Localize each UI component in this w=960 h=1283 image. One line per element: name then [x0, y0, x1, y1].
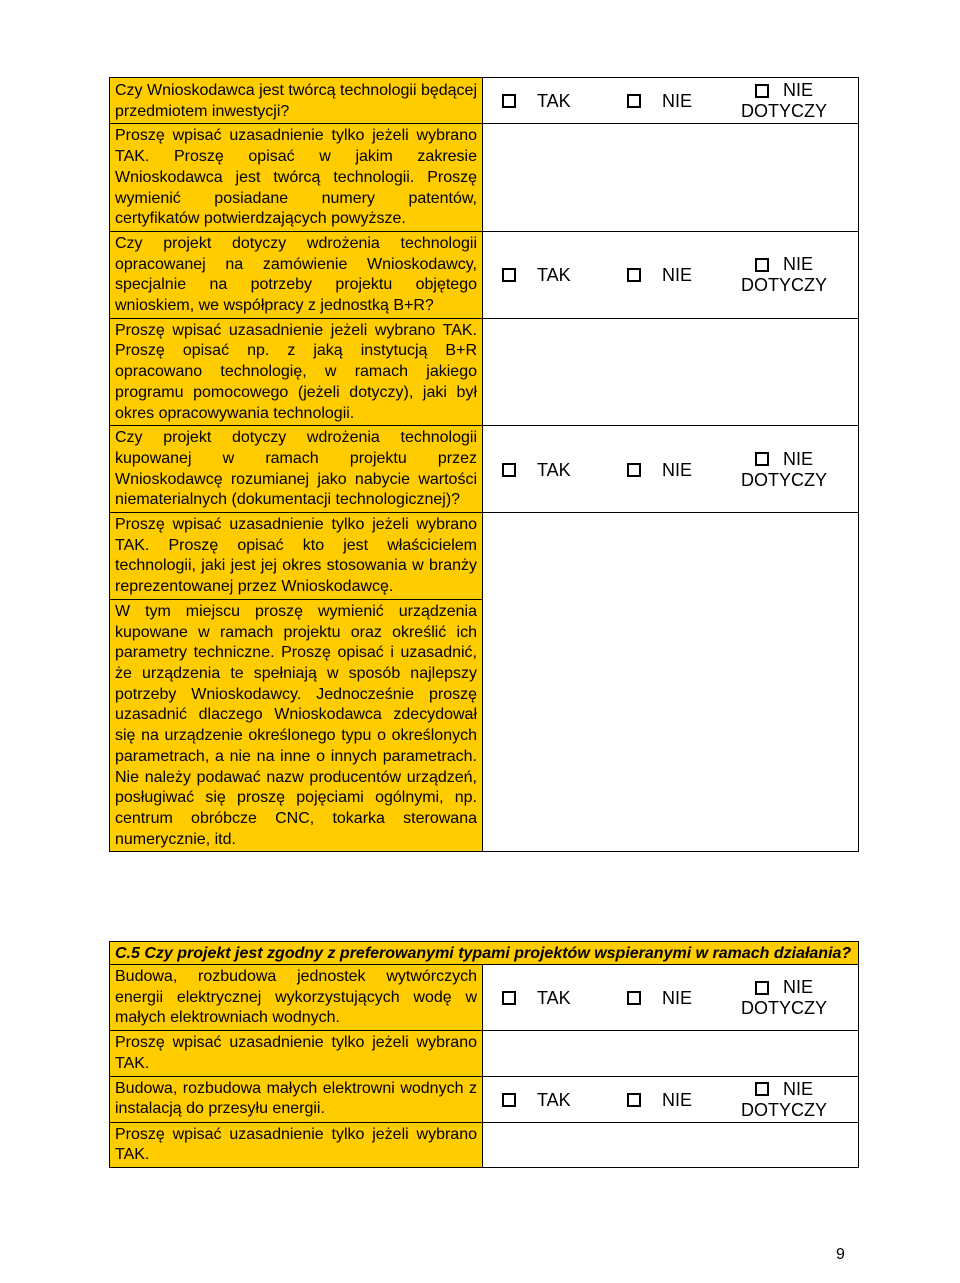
answer-options-cell — [483, 965, 859, 1031]
question-text: Budowa, rozbudowa jednostek wytwórczych energii elektrycznej wykorzystujących wodę w małych elektrowniach wodnych. — [115, 968, 477, 1027]
question-cell — [110, 78, 483, 124]
option-tak[interactable]: TAK — [502, 460, 571, 480]
instruction-text: Proszę wpisać uzasadnienie jeżeli wybrano TAK. Proszę opisać np. z jaką instytucją B+R opracowano technologię, w ramach jakiego programu pomocowego (jeżeli dotyczy), jaki był okres opracowywania technologii. — [115, 321, 477, 422]
option-tak[interactable]: TAK — [502, 91, 571, 111]
answer-options-cell — [483, 231, 859, 318]
checkbox-icon[interactable] — [627, 991, 641, 1005]
instruction-cell — [110, 318, 483, 426]
question-text: Budowa, rozbudowa małych elektrowni wodnych z instalacją do przesyłu energii. — [115, 1079, 477, 1118]
instruction-cell — [110, 1031, 483, 1076]
justification-input[interactable] — [483, 513, 859, 852]
checkbox-icon[interactable] — [755, 258, 769, 272]
instruction-cell — [110, 1122, 483, 1167]
checkbox-icon[interactable] — [502, 991, 516, 1005]
instruction-cell — [110, 513, 483, 600]
answer-options-cell — [483, 78, 859, 124]
option-nie-dotyczy[interactable]: NIE DOTYCZY — [740, 448, 827, 490]
checkbox-icon[interactable] — [755, 452, 769, 466]
question-text: Czy projekt dotyczy wdrożenia technologii kupowanej w ramach projektu przez Wnioskodawcę rozumianej jako nabycie wartości niematerialnych (dokumentacji technologicznej)? — [115, 429, 477, 509]
option-nie-dotyczy[interactable]: NIE DOTYCZY — [740, 1078, 827, 1120]
option-nie[interactable]: NIE — [627, 91, 692, 111]
checkbox-icon[interactable] — [755, 84, 769, 98]
checkbox-icon[interactable] — [627, 1093, 641, 1107]
instruction-text: Proszę wpisać uzasadnienie tylko jeżeli wybrano TAK. — [115, 1125, 477, 1164]
section-header: C.5 Czy projekt jest zgodny z preferowanymi typami projektów wspieranymi w ramach działania? — [110, 942, 858, 964]
option-nie[interactable]: NIE — [627, 460, 692, 480]
question-cell — [110, 965, 483, 1031]
question-cell — [110, 1076, 483, 1122]
answer-options-cell — [483, 426, 859, 513]
page-number: 9 — [836, 1246, 845, 1263]
equipment-note-cell — [110, 599, 483, 851]
checkbox-icon[interactable] — [502, 268, 516, 282]
option-nie-dotyczy[interactable]: NIE DOTYCZY — [740, 80, 827, 121]
option-nie[interactable]: NIE — [627, 265, 692, 285]
option-nie-dotyczy[interactable]: NIE DOTYCZY — [740, 977, 827, 1019]
checkbox-icon[interactable] — [502, 463, 516, 477]
checkbox-icon[interactable] — [502, 1093, 516, 1107]
question-text: Czy Wnioskodawca jest twórcą technologii będącej przedmiotem inwestycji? — [115, 82, 477, 120]
option-nie[interactable]: NIE — [627, 988, 692, 1008]
question-text: Czy projekt dotyczy wdrożenia technologii opracowanej na zamówienie Wnioskodawcy, specjalnie na potrzeby projektu objętego wnioskiem, we współpracy z jednostką B+R? — [115, 234, 477, 315]
checkbox-icon[interactable] — [502, 94, 516, 108]
checkbox-icon[interactable] — [755, 1082, 769, 1096]
instruction-cell — [110, 124, 483, 232]
question-cell — [110, 231, 483, 318]
checkbox-icon[interactable] — [755, 981, 769, 995]
technology-questions-table — [109, 77, 859, 852]
option-nie-dotyczy[interactable]: NIE DOTYCZY — [740, 254, 827, 296]
option-tak[interactable]: TAK — [502, 988, 571, 1008]
c5-table — [109, 941, 859, 1168]
instruction-text: Proszę wpisać uzasadnienie tylko jeżeli wybrano TAK. Proszę opisać w jakim zakresie Wnioskodawca jest twórcą technologii. Proszę wymienić posiadane numery patentów, certyfikatów potwierdzających powyższe. — [115, 127, 477, 228]
question-cell — [110, 426, 483, 513]
justification-input[interactable] — [483, 1031, 859, 1076]
justification-input[interactable] — [483, 124, 859, 232]
option-tak[interactable]: TAK — [502, 265, 571, 285]
section-header-cell — [110, 942, 859, 965]
answer-options-cell — [483, 1076, 859, 1122]
instruction-text: Proszę wpisać uzasadnienie tylko jeżeli wybrano TAK. — [115, 1034, 477, 1072]
option-nie[interactable]: NIE — [627, 1090, 692, 1110]
checkbox-icon[interactable] — [627, 463, 641, 477]
justification-input[interactable] — [483, 318, 859, 426]
equipment-note-text: W tym miejscu proszę wymienić urządzenia kupowane w ramach projektu oraz określić ich parametry techniczne. Proszę opisać i uzasadnić, że urządzenia te spełniają w sposób najlepszy potrzeby Wnioskodawcy. Jednocześnie proszę uzasadnić dlaczego Wnioskodawca zdecydował się na urządzenie określonego typu o określonych parametrach, a nie na inne o innych parametrach. Nie należy podawać nazw producentów urządzeń, posługiwać się proszę pojęciami ogólnymi, np. centrum obróbcze CNC, tokarka sterowana numerycznie, itd. — [115, 602, 477, 848]
option-tak[interactable]: TAK — [502, 1090, 571, 1110]
justification-input[interactable] — [483, 1122, 859, 1167]
checkbox-icon[interactable] — [627, 268, 641, 282]
instruction-text: Proszę wpisać uzasadnienie tylko jeżeli wybrano TAK. Proszę opisać kto jest właścicielem technologii, jaki jest jej okres stosowania w branży reprezentowanej przez Wnioskodawcę. — [115, 516, 477, 596]
checkbox-icon[interactable] — [627, 94, 641, 108]
